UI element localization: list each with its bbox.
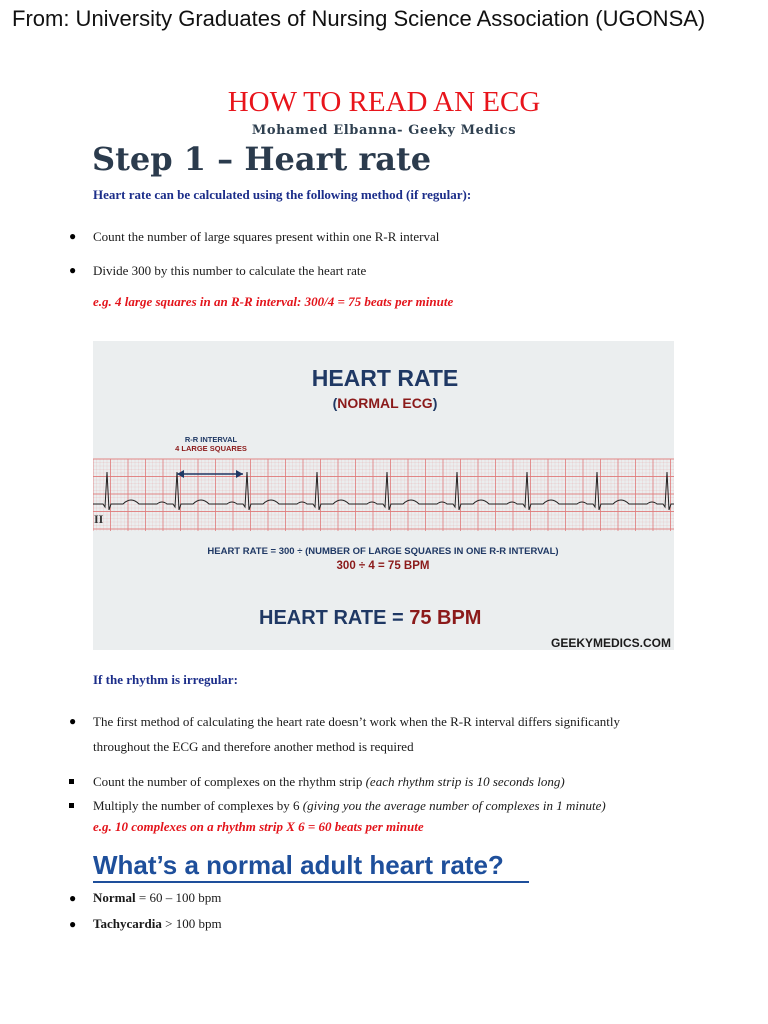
normal-rate-label: Normal [93,890,136,905]
figure-subtitle-close: ) [432,395,438,411]
step1-bullet-1: Count the number of large squares present within one R-R interval [93,229,440,244]
rr-squares-label: 4 LARGE SQUARES [175,444,247,453]
irregular-step-count-note: (each rhythm strip is 10 seconds long) [365,774,565,789]
geekymedics-credit: GEEKYMEDICS.COM [550,636,671,650]
normal-rate-value: = 60 – 100 bpm [135,890,222,905]
square-bullet [69,779,74,784]
irregular-heading: If the rhythm is irregular: [93,672,238,687]
document-title: HOW TO READ AN ECG [227,86,541,118]
irregular-bullet-line-1: The first method of calculating the heart rate doesn’t work when the R-R interval differs significantly [93,714,620,729]
step1-bullet-2: Divide 300 by this number to calculate the heart rate [93,263,367,278]
heart-rate-calculation: 300 ÷ 4 = 75 BPM [336,560,430,572]
square-bullet [69,803,74,808]
tachycardia-label: Tachycardia [93,916,162,931]
ecg-lead-label: II [94,512,104,526]
tachycardia-item [93,916,222,932]
tachycardia-value: > 100 bpm [161,916,222,931]
heart-rate-figure [93,341,674,650]
document-author: Mohamed Elbanna- Geeky Medics [251,123,517,138]
irregular-step-count [93,774,565,790]
source-header: From: University Graduates of Nursing Science Association (UGONSA) [12,6,706,31]
bullet-dot: ● [69,917,77,931]
irregular-example: e.g. 10 complexes on a rhythm strip X 6 = 60 beats per minute [93,819,424,834]
step1-heading: Step 1 – Heart rate [92,140,432,178]
figure-title: HEART RATE [311,365,459,391]
bullet-dot: ● [69,891,77,905]
figure-subtitle-open: ( [332,395,338,411]
irregular-bullet-line-2: throughout the ECG and therefore another method is required [93,739,414,754]
heart-rate-graphic [93,341,674,650]
bullet-dot: ● [69,714,77,728]
irregular-step-multiply-note: (giving you the average number of complexes in 1 minute) [302,798,606,813]
step1-example: e.g. 4 large squares in an R-R interval: 300/4 = 75 beats per minute [93,294,454,309]
irregular-step-count-text: Count the number of complexes on the rhythm strip [93,774,366,789]
figure-subtitle: NORMAL ECG [337,395,433,411]
heart-rate-result-value: 75 BPM [409,607,482,629]
normal-rate-item [93,890,221,906]
step1-intro: Heart rate can be calculated using the following method (if regular): [93,187,472,202]
normal-rate-heading: What’s a normal adult heart rate? [93,850,504,880]
bullet-dot: ● [69,229,77,243]
bullet-dot: ● [69,263,77,277]
normal-rate-heading-underline [93,881,529,883]
heart-rate-result-label: HEART RATE = [259,607,410,629]
irregular-step-multiply-text: Multiply the number of complexes by 6 [93,798,303,813]
rr-interval-label: R-R INTERVAL [184,435,238,444]
ecg-grid [93,459,674,531]
svg-text:(NORMAL ECG) [333,395,438,411]
heart-rate-result [259,607,481,629]
heart-rate-formula: HEART RATE = 300 ÷ (NUMBER OF LARGE SQUARES IN ONE R-R INTERVAL) [207,546,559,557]
irregular-step-multiply [93,798,606,814]
